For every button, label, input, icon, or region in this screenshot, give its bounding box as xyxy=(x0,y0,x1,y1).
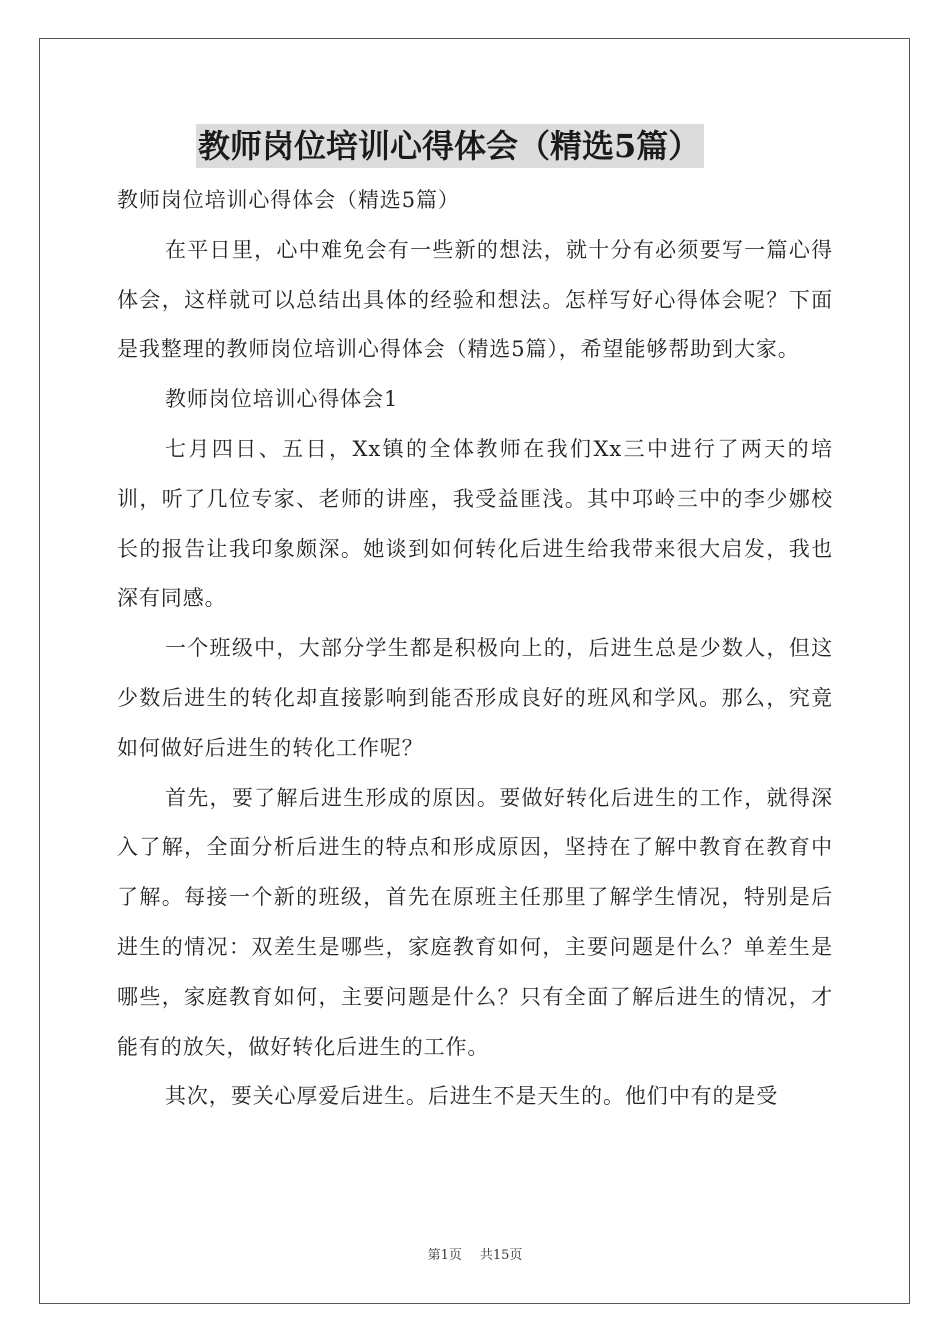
page-total: 共15页 xyxy=(479,1248,523,1263)
document-body xyxy=(117,176,833,1122)
paragraph: 其次，要关心厚爱后进生。后进生不是天生的。他们中有的是受 xyxy=(165,1084,779,1109)
page-number: 第1页 xyxy=(427,1248,462,1263)
document-subtitle: 教师岗位培训心得体会（精选5篇） xyxy=(117,188,460,212)
document-title: 教师岗位培训心得体会（精选5篇） xyxy=(196,124,704,168)
paragraph: 首先，要了解后进生形成的原因。要做好转化后进生的工作，就得深入了解，全面分析后进生的特点和形成原因，坚持在了解中教育在教育中了解。每接一个新的班级，首先在原班主任那里了解学生情况，特别是后进生的情况：双差生是哪些，家庭教育如何，主要问题是什么？单差生是哪些，家庭教育如何，主要问题是什么？只有全面了解后进生的情况，才能有的放矢，做好转化后进生的工作。 xyxy=(117,785,833,1059)
section-heading: 教师岗位培训心得体会1 xyxy=(165,387,399,412)
paragraph: 七月四日、五日，Xx镇的全体教师在我们Xx三中进行了两天的培训，听了几位专家、老师的讲座，我受益匪浅。其中邛岭三中的李少娜校长的报告让我印象颇深。她谈到如何转化后进生给我带来很大启发，我也深有同感。 xyxy=(117,436,833,611)
paragraph-intro: 在平日里，心中难免会有一些新的想法，就十分有必须要写一篇心得体会，这样就可以总结出具体的经验和想法。怎样写好心得体会呢？下面是我整理的教师岗位培训心得体会（精选5篇），希望能够帮助到大家。 xyxy=(117,237,833,362)
paragraph: 一个班级中，大部分学生都是积极向上的，后进生总是少数人，但这少数后进生的转化却直接影响到能否形成良好的班风和学风。那么，究竟如何做好后进生的转化工作呢？ xyxy=(117,636,833,760)
page-footer xyxy=(0,1244,950,1263)
